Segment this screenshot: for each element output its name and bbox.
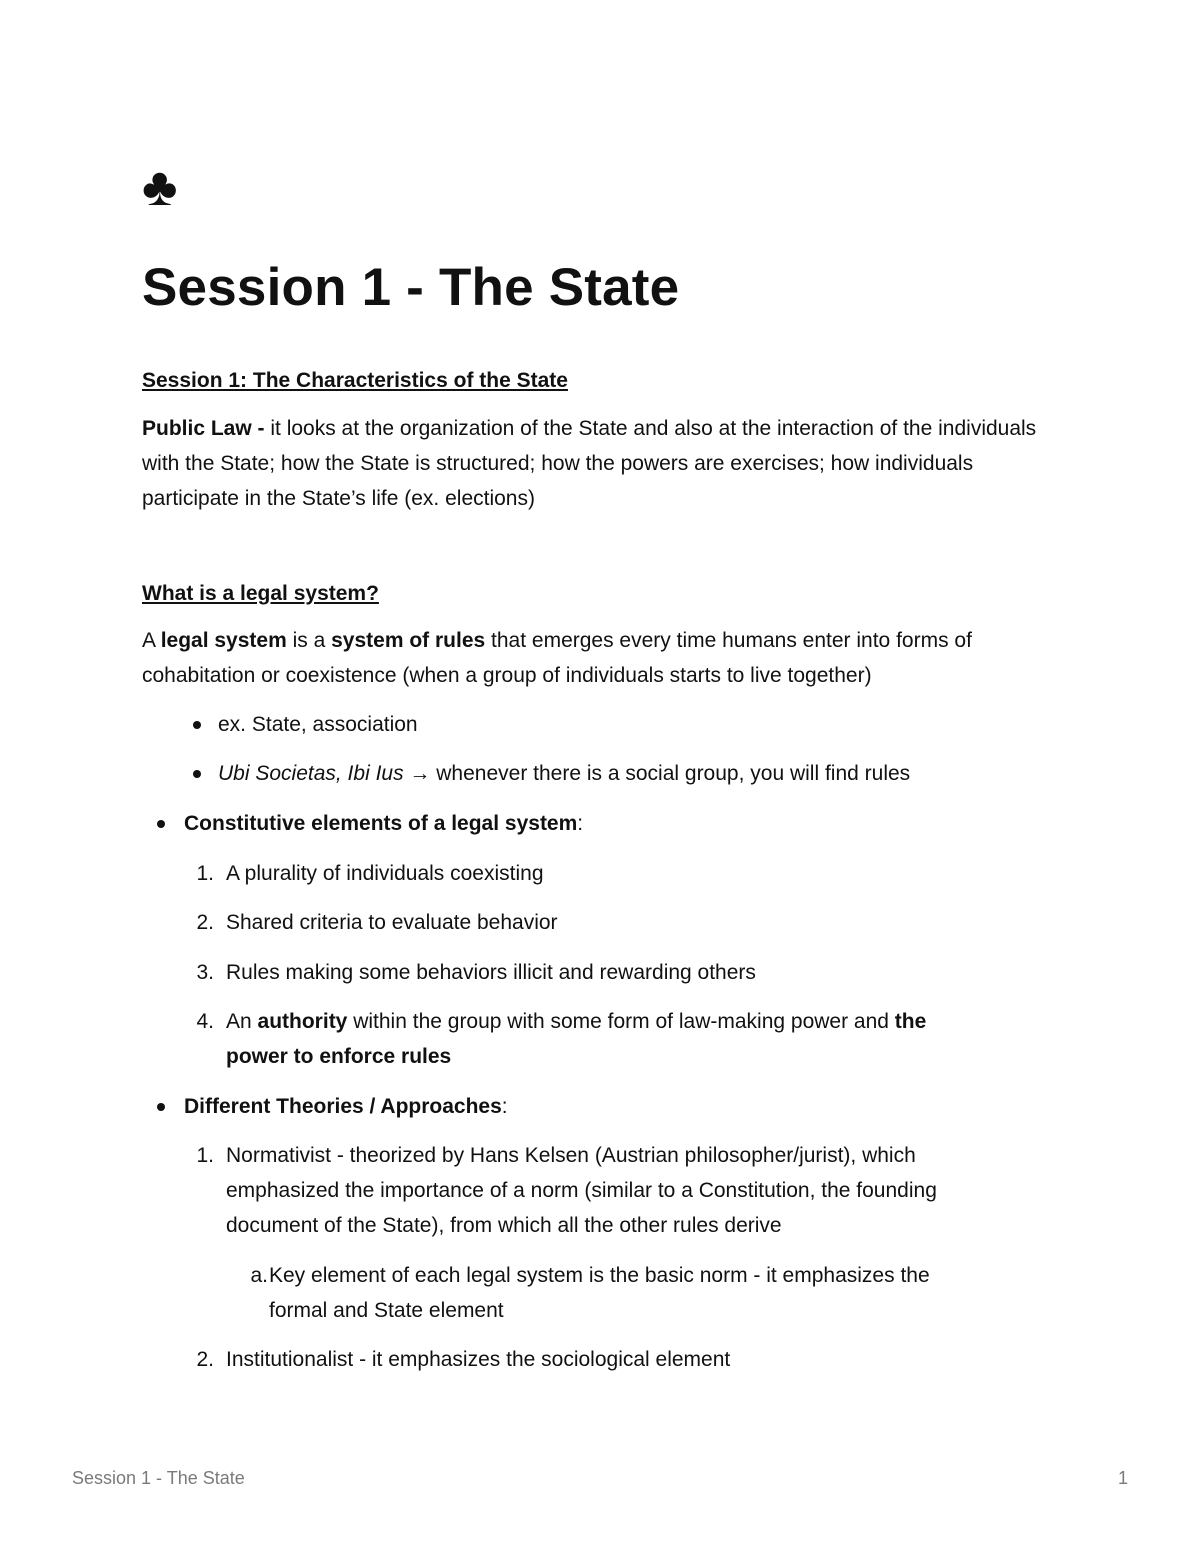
list-item: Shared criteria to evaluate behavior [226,911,558,934]
intro-text: A [142,629,161,652]
list-number: 1. [196,1144,214,1167]
list-item-continuation: formal and State element [269,1299,504,1322]
latin-maxim: Ubi Societas, Ibi Ius [218,762,404,785]
theories-label: Different Theories / Approaches [184,1095,502,1118]
list-item: A plurality of individuals coexisting [226,862,544,885]
list-item: ex. State, association [218,713,418,736]
bullet-icon [193,721,201,729]
list-number: 1. [196,862,214,885]
document-page [142,157,1042,1371]
footer-title: Session 1 - The State [72,1468,245,1488]
bullet-icon [157,820,165,828]
list-item [218,756,910,791]
bullet-icon [157,1103,165,1111]
public-law-paragraph [142,411,1042,516]
intro-text: is a [286,629,332,652]
list-item-theories [184,1089,508,1124]
list-item: Institutionalist - it emphasizes the sociological element [226,1348,731,1371]
colon: : [577,812,584,835]
list-item-constitutive [184,806,583,841]
list-item: Normativist - theorized by Hans Kelsen (Austrian philosopher/jurist), which [226,1144,916,1167]
list-item: Rules making some behaviors illicit and rewarding others [226,961,756,984]
list-item-bold: the [894,1010,927,1033]
intro-bold-system-of-rules: system of rules [331,629,486,652]
footer-page-number: 1 [1118,1468,1129,1488]
list-number: 2. [196,1348,214,1371]
section-heading-legal-system: What is a legal system? [142,582,379,605]
club-icon: ♣ [142,157,178,217]
legal-system-paragraph [142,623,1042,693]
page-title: Session 1 - The State [142,258,680,317]
list-item-continuation: document of the State), from which all the other rules derive [226,1214,782,1237]
list-number: 2. [196,911,214,934]
list-item-text: → whenever there is a social group, you will find rules [403,762,911,785]
bullet-icon [193,770,201,778]
constitutive-label: Constitutive elements of a legal system [184,812,578,835]
list-number: 4. [196,1010,214,1033]
list-item-text: An [226,1010,258,1033]
colon: : [501,1095,508,1118]
list-item-text: within the group with some form of law-making power and [347,1010,895,1033]
list-item [226,1004,926,1039]
intro-bold-legal-system: legal system [160,629,287,652]
public-law-definition: it looks at the organization of the State and also at the interaction of the individuals with the State; how the State is structured; how the powers are exercises; how individuals participate in the State’s life (ex. elections) [142,417,1037,510]
list-item-continuation: power to enforce rules [226,1045,452,1068]
list-number: 3. [196,961,214,984]
section-heading-characteristics: Session 1: The Characteristics of the State [142,369,568,392]
intro-text: that emerges every time humans enter into forms of cohabitation or coexistence (when a group of individuals starts to live together) [142,629,972,687]
list-item-continuation: emphasized the importance of a norm (similar to a Constitution, the founding [226,1179,937,1202]
list-item: Key element of each legal system is the basic norm - it emphasizes the [269,1264,930,1287]
list-letter: a. [250,1264,268,1287]
public-law-term: Public Law - [142,417,271,440]
authority-term: authority [257,1010,348,1033]
